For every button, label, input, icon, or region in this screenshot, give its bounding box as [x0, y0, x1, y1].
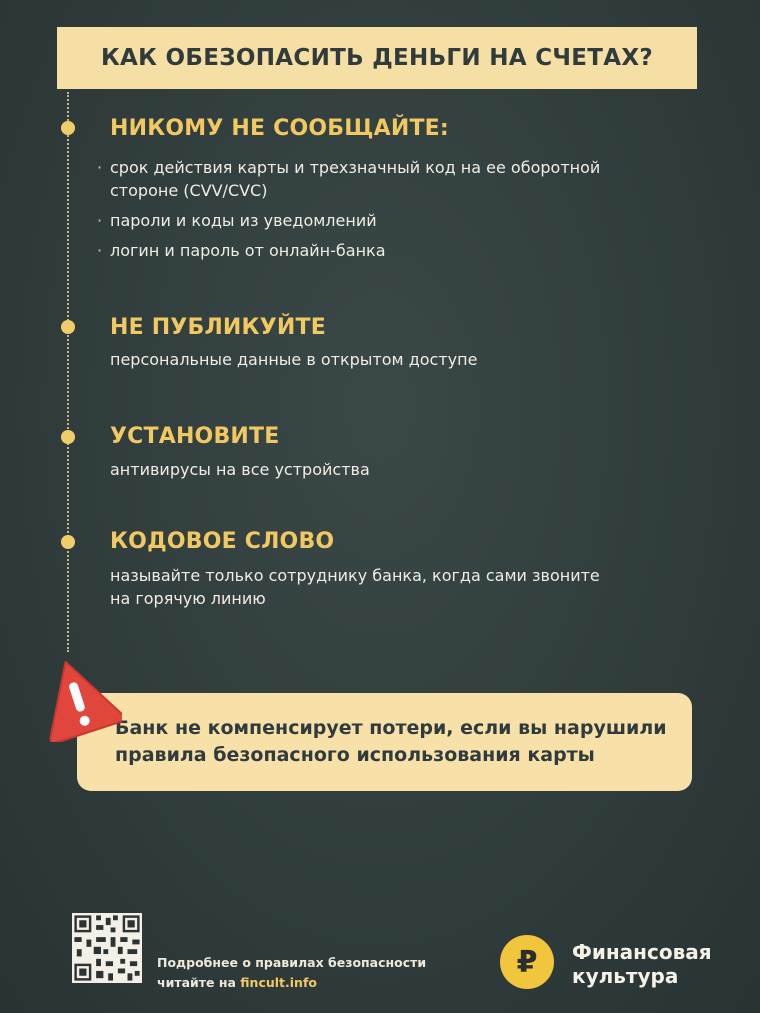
list-item: · срок действия карты и трехзначный код на ее оборотной стороне (CVV/CVC) — [97, 158, 601, 200]
section-heading-code-word: КОДОВОЕ СЛОВО — [110, 529, 335, 554]
title-banner — [57, 27, 697, 89]
qr-code-icon — [72, 913, 142, 983]
list-item: · логин и пароль от онлайн-банка — [97, 241, 386, 260]
footer-text: Подробнее о правилах безопасности читайте на fincult.info — [157, 955, 427, 990]
timeline-dot — [61, 430, 75, 444]
list-item: · пароли и коды из уведомлений — [97, 211, 377, 230]
section-text: называйте только сотруднику банка, когда сами звоните на горячую линию — [110, 566, 600, 608]
section-heading-install: УСТАНОВИТЕ — [110, 424, 280, 449]
warning-box — [77, 693, 692, 791]
section-text: персональные данные в открытом доступе — [110, 350, 478, 369]
fincult-link[interactable]: fincult.info — [240, 975, 317, 990]
page-title: КАК ОБЕЗОПАСИТЬ ДЕНЬГИ НА СЧЕТАХ? — [100, 45, 654, 71]
do-not-share-list — [97, 156, 600, 269]
ruble-logo-icon: ₽ — [500, 935, 554, 989]
section-text: антивирусы на все устройства — [110, 460, 370, 479]
section-heading-do-not-publish: НЕ ПУБЛИКУЙТЕ — [110, 315, 326, 340]
timeline-dot — [61, 320, 75, 334]
timeline-dot — [61, 121, 75, 135]
warning-text: Банк не компенсирует потери, если вы нарушили правила безопасного использования карты — [115, 717, 667, 766]
warning-triangle-icon — [32, 652, 122, 742]
timeline-line — [67, 92, 69, 652]
brand-name: Финансовая культура — [572, 940, 712, 988]
timeline-dot — [61, 535, 75, 549]
section-heading-do-not-share: НИКОМУ НЕ СООБЩАЙТЕ: — [110, 116, 449, 141]
